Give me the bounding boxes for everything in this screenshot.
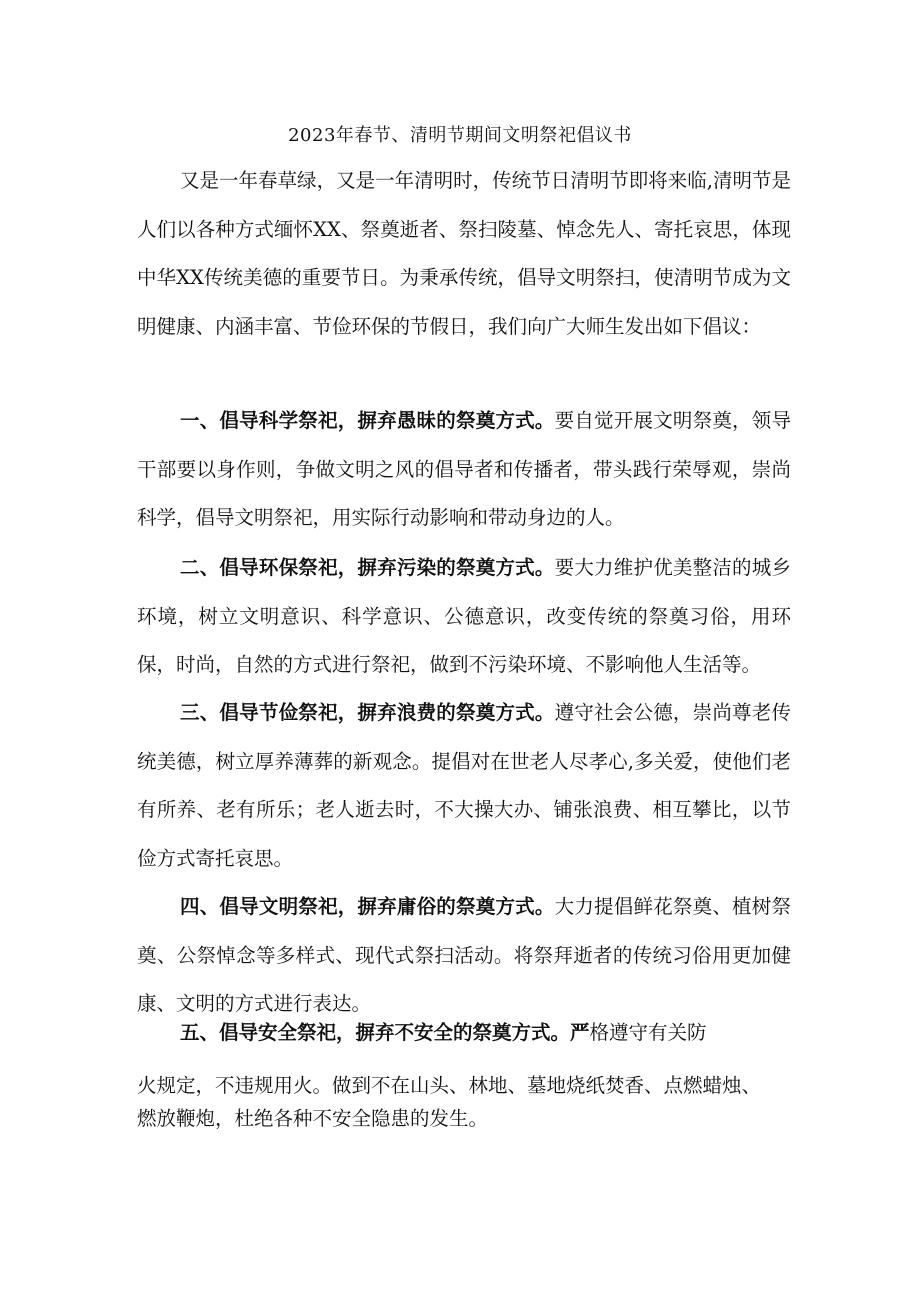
proposal-item-1 xyxy=(137,397,791,543)
proposal-item-3-body: 遵守社会公德，崇尚尊老传统美德，树立厚养薄葬的新观念。提倡对在世老人尽孝心,多关爱，使他们老有所养、老有所乐；老人逝去时，不大操大办、铺张浪费、相互攀比，以节俭方式寄托哀思。 xyxy=(137,701,791,870)
proposal-item-2-body: 要大力维护优美整洁的城乡环境，树立文明意识、科学意识、公德意识，改变传统的祭奠习俗，用环保，时尚，自然的方式进行祭祀，做到不污染环境、不影响他人生活等。 xyxy=(137,556,791,676)
proposal-item-5-body-line1: 格遵守有关防 xyxy=(589,1021,707,1044)
proposal-item-5-body-line3: 燃放鞭炮，杜绝各种不安全隐患的发生。 xyxy=(137,1107,489,1130)
proposal-item-3 xyxy=(137,689,791,883)
proposal-item-1-body: 要自觉开展文明祭奠，领导干部要以身作则，争做文明之风的倡导者和传播者，带头践行荣辱观，崇尚科学，倡导文明祭祀，用实际行动影响和带动身边的人。 xyxy=(137,409,791,529)
intro-paragraph: 又是一年春草绿，又是一年清明时，传统节日清明节即将来临,清明节是人们以各种方式缅怀XX、祭奠逝者、祭扫陵墓、悼念先人、寄托哀思，体现中华XX传统美德的重要节日。为秉承传统，倡导文明祭扫，使清明节成为文明健康、内涵丰富、节俭环保的节假日，我们向广大师生发出如下倡议： xyxy=(137,169,791,338)
proposal-item-4-body: 大力提倡鲜花祭奠、植树祭奠、公祭悼念等多样式、现代式祭扫活动。将祭拜逝者的传统习俗用更加健康、文明的方式进行表达。 xyxy=(137,895,791,1015)
proposal-item-1-heading: 一、倡导科学祭祀，摒弃愚昧的祭奠方式。 xyxy=(180,409,555,432)
proposal-item-5-first-line xyxy=(180,1018,707,1048)
proposal-item-4-heading: 四、倡导文明祭祀，摒弃庸俗的祭奠方式。 xyxy=(180,895,555,918)
proposal-item-4 xyxy=(137,883,791,1029)
proposal-item-5-body-line2: 火规定，不违规用火。做到不在山头、林地、墓地烧纸焚香、点燃蜡烛、 xyxy=(137,1074,762,1097)
proposal-item-2 xyxy=(137,544,791,690)
document-title: 2023年春节、清明节期间文明祭祀倡议书 xyxy=(288,125,632,146)
proposal-item-3-heading: 三、倡导节俭祭祀，摒弃浪费的祭奠方式。 xyxy=(180,701,555,724)
proposal-item-5-heading: 五、倡导安全祭祀，摒弃不安全的祭奠方式。严 xyxy=(180,1021,590,1044)
proposal-item-2-heading: 二、倡导环保祭祀，摒弃污染的祭奠方式。 xyxy=(180,556,555,579)
